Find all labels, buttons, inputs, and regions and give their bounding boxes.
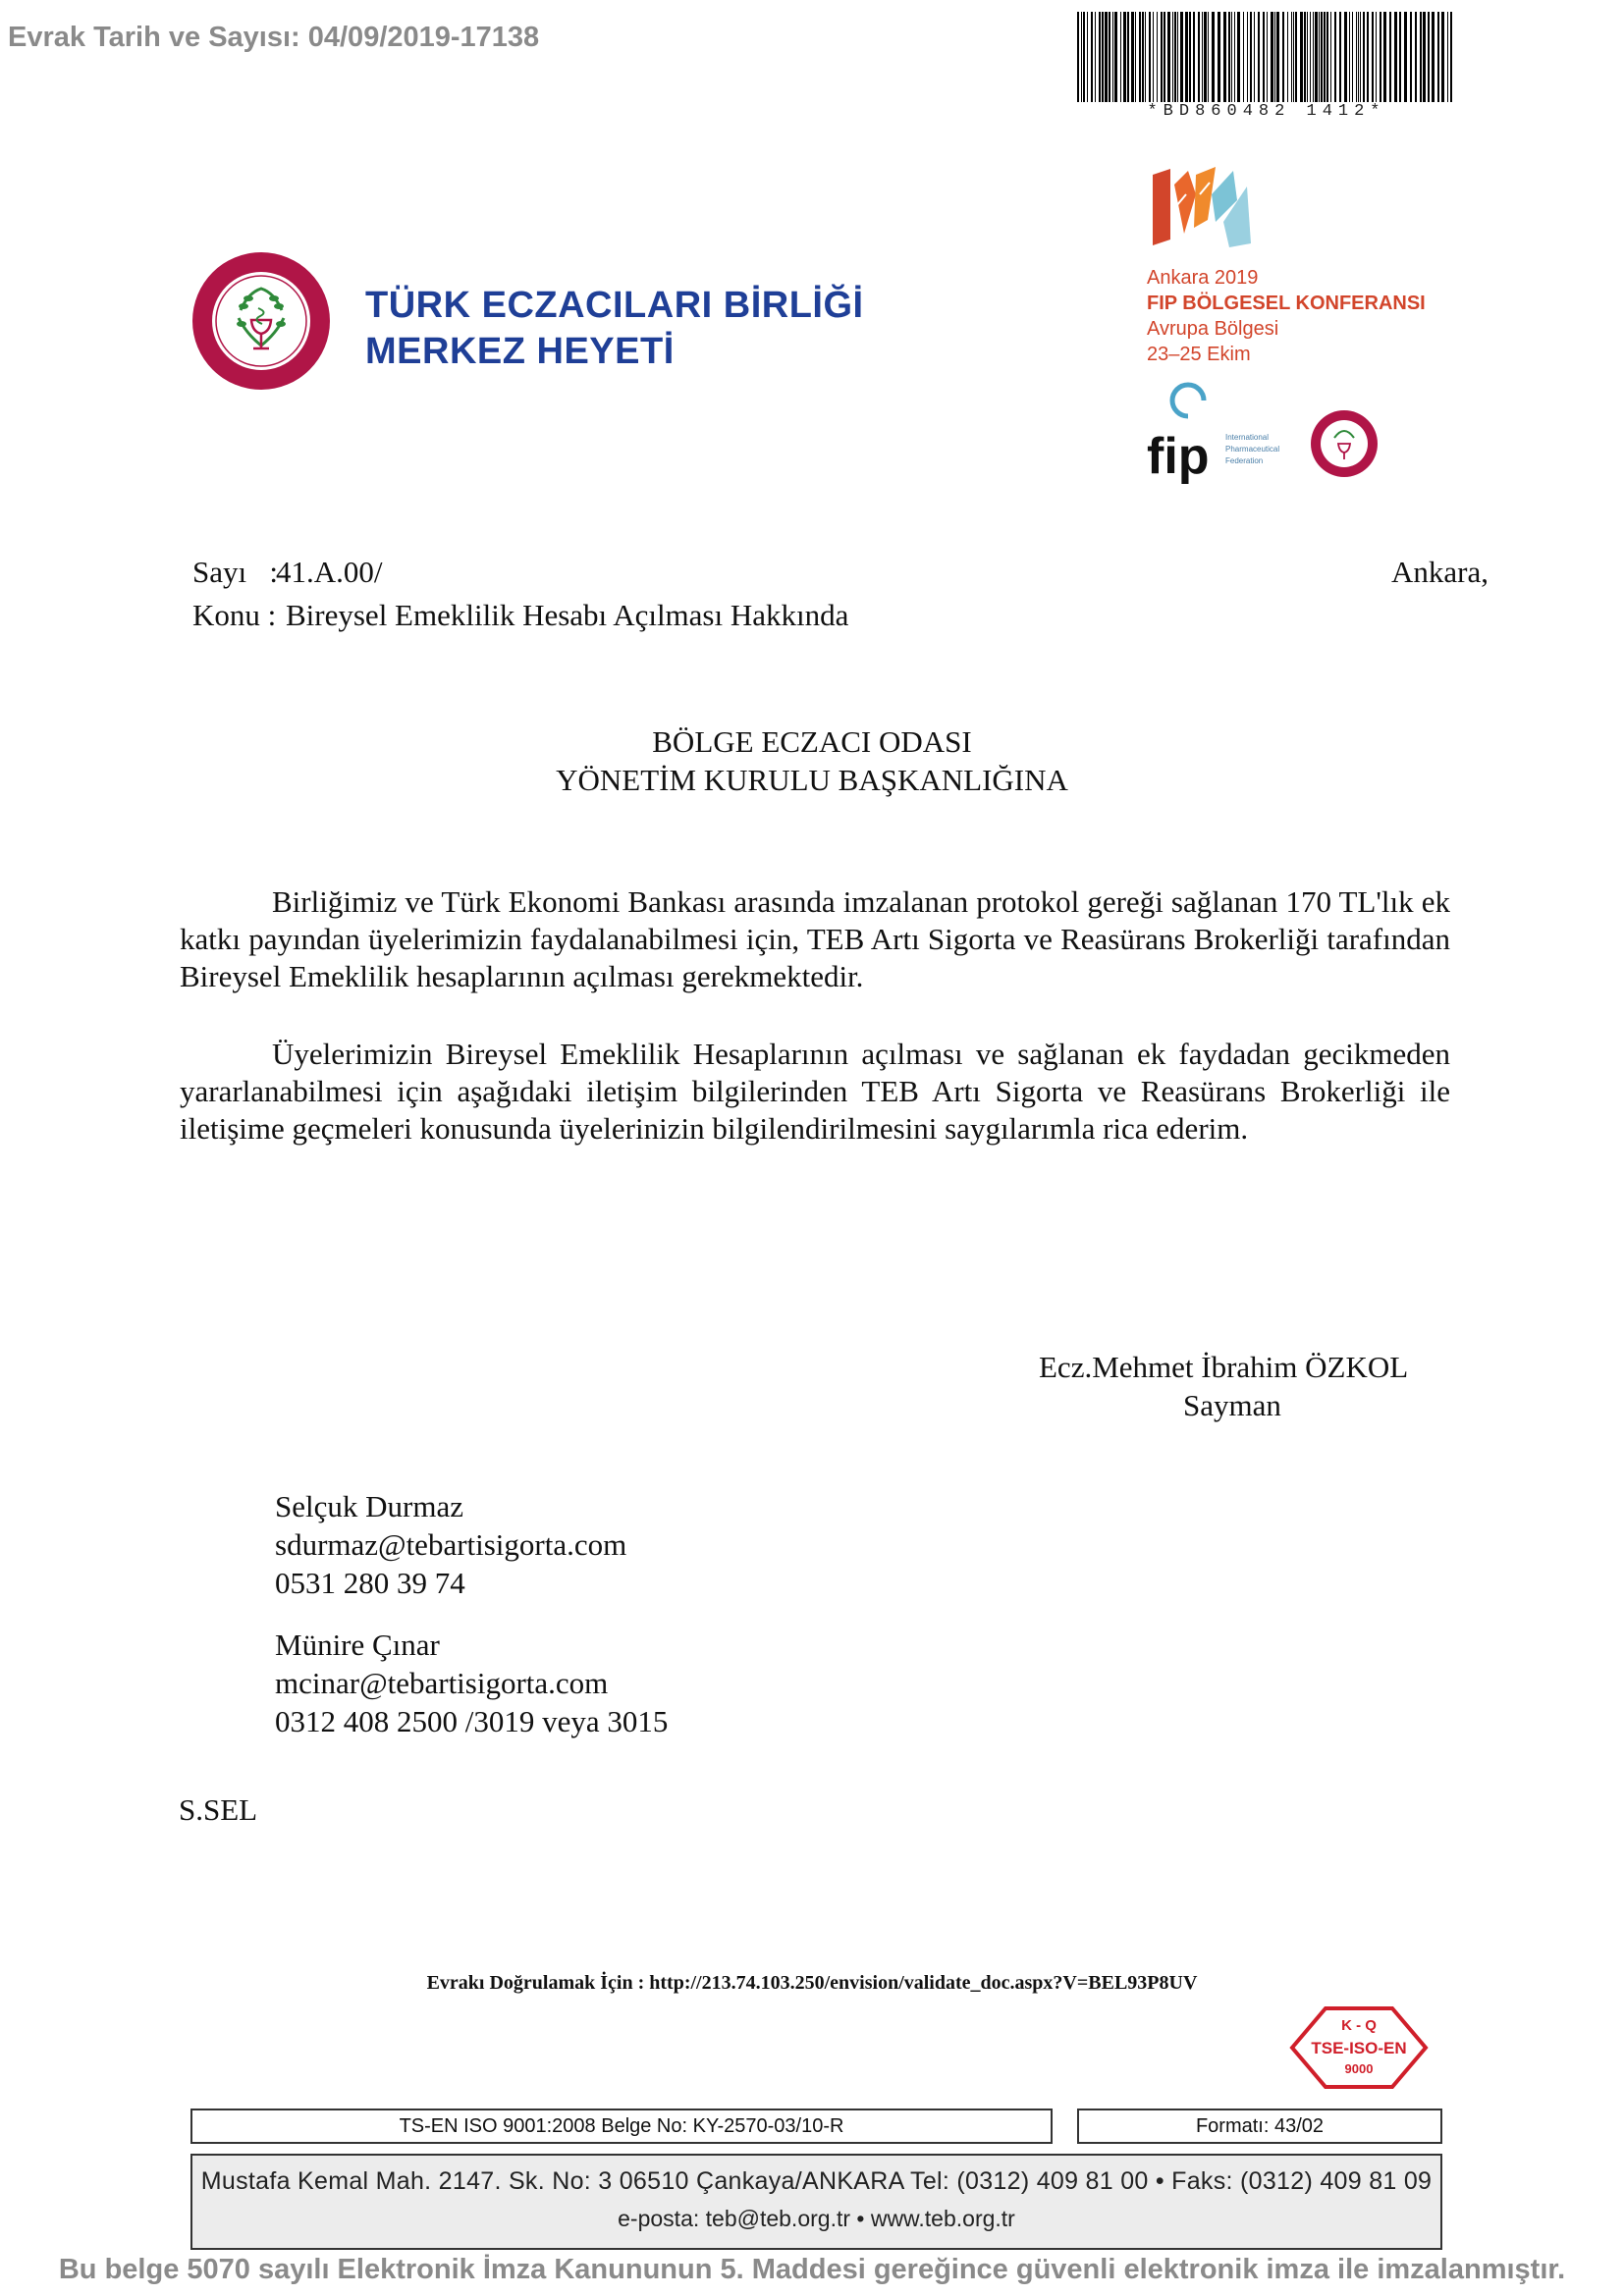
tse-stamp-number: 9000: [1344, 2061, 1374, 2076]
barcode-bar: [1237, 12, 1240, 102]
barcode-bar: [1091, 12, 1093, 102]
barcode-bar: [1372, 12, 1374, 102]
barcode-bar: [1135, 12, 1136, 102]
preparer-initials: S.SEL: [179, 1792, 258, 1827]
barcode-bar: [1198, 12, 1200, 102]
barcode-bar: [1319, 12, 1320, 102]
barcode-bar: [1243, 12, 1244, 102]
barcode-bar: [1437, 12, 1439, 102]
conference-dates: 23–25 Ekim: [1147, 344, 1251, 365]
conference-title: FIP BÖLGESEL KONFERANSI: [1147, 293, 1426, 314]
org-address: Mustafa Kemal Mah. 2147. Sk. No: 3 06510 Çankaya/ANKARA Tel: (0312) 409 81 00 • Faks: (0312) 409 81 09: [200, 2167, 1433, 2195]
conference-info: [1147, 265, 1426, 367]
barcode-bar: [1180, 12, 1183, 102]
barcode-bar: [1380, 12, 1381, 102]
barcode-bar: [1383, 12, 1386, 102]
body-paragraph-1: [180, 883, 1450, 995]
fip-subtitle-3: Federation: [1225, 456, 1264, 465]
conference-region: Avrupa Bölgesi: [1147, 318, 1279, 340]
barcode-bar: [1161, 12, 1163, 102]
number-label: Sayı :: [192, 555, 278, 589]
document-date-number: Evrak Tarih ve Sayısı: 04/09/2019-17138: [8, 22, 540, 53]
barcode-text: *BD860482 1412*: [1147, 102, 1386, 121]
barcode-bar: [1254, 12, 1255, 102]
barcode-bar: [1109, 12, 1110, 102]
barcode-bar: [1310, 12, 1311, 102]
barcode-bar: [1218, 12, 1220, 102]
barcode-bar: [1394, 12, 1397, 102]
teb-seal-logo: [189, 249, 333, 393]
barcode-bar: [1083, 12, 1085, 102]
body-paragraph-2: [180, 1036, 1450, 1148]
barcode-bar: [1172, 12, 1173, 102]
barcode-bar: [1204, 12, 1207, 102]
verification-line: Evrakı Doğrulamak İçin : http://213.74.103.250/envision/validate_doc.aspx?V=BEL93P8UV: [426, 1972, 1198, 1994]
barcode-bar: [1250, 12, 1252, 102]
barcode-bar: [1127, 12, 1129, 102]
barcode-bar: [1105, 12, 1108, 102]
contact-name: Selçuk Durmaz: [275, 1489, 463, 1523]
barcode-bar: [1307, 12, 1308, 102]
place-label: Ankara,: [1391, 555, 1489, 589]
barcode-bar: [1428, 12, 1430, 102]
address-box: [190, 2154, 1442, 2250]
barcode-bar: [1363, 12, 1365, 102]
barcode-bar: [1208, 12, 1209, 102]
barcode-bar: [1267, 12, 1268, 102]
barcode-bar: [1295, 12, 1297, 102]
barcode-bar: [1202, 12, 1203, 102]
barcode-bar: [1212, 12, 1215, 102]
barcode-bar: [1177, 12, 1178, 102]
barcode-bar: [1247, 12, 1248, 102]
fip-wordmark: fip: [1147, 428, 1210, 485]
barcode-bar: [1123, 12, 1126, 102]
org-contact: e-posta: teb@teb.org.tr • www.teb.org.tr: [618, 2206, 1015, 2231]
barcode-bar: [1081, 12, 1082, 102]
barcode-bar: [1223, 12, 1226, 102]
conference-year: Ankara 2019: [1147, 267, 1259, 289]
barcode-bar: [1145, 12, 1146, 102]
fip-subtitle-2: Pharmaceutical: [1225, 445, 1280, 454]
barcode-bar: [1304, 12, 1306, 102]
barcode-bar: [1360, 12, 1361, 102]
contact-block-1: [275, 1487, 626, 1602]
barcode-bar: [1112, 12, 1113, 102]
contact-email: mcinar@tebartisigorta.com: [275, 1666, 609, 1700]
barcode-bar: [1193, 12, 1195, 102]
barcode-bar: [1114, 12, 1117, 102]
barcode-bar: [1367, 12, 1369, 102]
barcode-bar: [1349, 12, 1350, 102]
barcode-bar: [1077, 12, 1079, 102]
addressee-line-1: BÖLGE ECZACI ODASI: [652, 724, 972, 759]
barcode-bar: [1234, 12, 1235, 102]
conference-book-icon: [1147, 165, 1257, 249]
contact-name: Münire Çınar: [275, 1628, 440, 1662]
barcode-bar: [1131, 12, 1134, 102]
barcode-bar: [1276, 12, 1279, 102]
paragraph-2-text: Üyelerimizin Bireysel Emeklilik Hesaplarının açılması ve sağlanan ek faydadan gecikmeden yararlanabilmesi için aşağıdaki iletişim bilgilerinden TEB Artı Sigorta ve Reasürans Brokerliği ile iletişime geçmeleri konusunda üyelerinizin bilgilendirilmesini saygılarımla rica ederim.: [180, 1037, 1450, 1146]
addressee-line-2: YÖNETİM KURULU BAŞKANLIĞINA: [556, 763, 1068, 797]
barcode-bar: [1447, 12, 1448, 102]
barcode-bar: [1432, 12, 1435, 102]
barcode-bar: [1174, 12, 1176, 102]
barcode-bar: [1271, 12, 1273, 102]
barcode-bar: [1356, 12, 1357, 102]
barcode-bar: [1228, 12, 1230, 102]
contact-phone: 0531 280 39 74: [275, 1566, 465, 1600]
tse-stamp-kq: K - Q: [1341, 2017, 1377, 2034]
barcode-bar: [1102, 12, 1104, 102]
barcode-bar: [1344, 12, 1347, 102]
barcode-bar: [1258, 12, 1260, 102]
barcode-bar: [1157, 12, 1158, 102]
barcode-bar: [1415, 12, 1417, 102]
barcode-bar: [1321, 12, 1323, 102]
barcode-bar: [1420, 12, 1422, 102]
barcode-bar: [1293, 12, 1294, 102]
barcode-bar: [1185, 12, 1188, 102]
barcode-bar: [1099, 12, 1101, 102]
barcode-bar: [1352, 12, 1353, 102]
contact-email: sdurmaz@tebartisigorta.com: [275, 1527, 627, 1562]
tse-quality-stamp: [1286, 2002, 1432, 2093]
certificate-box: TS-EN ISO 9001:2008 Belge No: KY-2570-03/10-R: [190, 2109, 1053, 2144]
barcode-bar: [1120, 12, 1121, 102]
barcode-bar: [1149, 12, 1151, 102]
barcode-bar: [1153, 12, 1154, 102]
contact-block-2: [275, 1626, 668, 1740]
number-value: 41.A.00/: [276, 555, 383, 589]
format-box: Formatı: 43/02: [1077, 2109, 1442, 2144]
barcode-bar: [1189, 12, 1191, 102]
signatory-title: Sayman: [1183, 1388, 1281, 1422]
paragraph-1-text: Birliğimiz ve Türk Ekonomi Bankası arasında imzalanan protokol gereği sağlanan 170 TL'lık ek katkı payından üyelerimizin faydalanabilmesi için, TEB Artı Sigorta ve Reasürans Brokerliği tarafından Bireysel Emeklilik hesaplarının açılması gerekmektedir.: [180, 884, 1450, 993]
barcode-bar: [1376, 12, 1377, 102]
barcode-bar: [1326, 12, 1328, 102]
tse-stamp-name: TSE-ISO-EN: [1311, 2039, 1407, 2057]
barcode-bar: [1142, 12, 1144, 102]
barcode-bar: [1274, 12, 1275, 102]
barcode-bar: [1287, 12, 1288, 102]
barcode-bar: [1330, 12, 1331, 102]
barcode-bar: [1282, 12, 1284, 102]
teb-small-seal-logo: [1309, 408, 1380, 479]
barcode-bar: [1423, 12, 1426, 102]
barcode-bar: [1339, 12, 1341, 102]
barcode-bar: [1139, 12, 1141, 102]
barcode-bar: [1231, 12, 1232, 102]
barcode-bar: [1263, 12, 1265, 102]
fip-subtitle-1: International: [1225, 433, 1270, 442]
barcode-bar: [1450, 12, 1452, 102]
barcode-bar: [1358, 12, 1359, 102]
contact-phone: 0312 408 2500 /3019 veya 3015: [275, 1704, 669, 1738]
barcode-bar: [1300, 12, 1303, 102]
fip-logo: [1145, 397, 1280, 491]
subject-label: Konu :: [192, 598, 277, 632]
barcode-bar: [1095, 12, 1096, 102]
barcode-bar: [1164, 12, 1165, 102]
barcode-bar: [1313, 12, 1314, 102]
signatory-name: Ecz.Mehmet İbrahim ÖZKOL: [1039, 1350, 1409, 1384]
barcode: [1077, 12, 1456, 102]
barcode-bar: [1167, 12, 1170, 102]
subject-value: Bireysel Emeklilik Hesabı Açılması Hakkında: [286, 598, 849, 632]
barcode-bar: [1399, 12, 1401, 102]
barcode-bar: [1334, 12, 1336, 102]
e-signature-note: Bu belge 5070 sayılı Elektronik İmza Kanununun 5. Maddesi gereğince güvenli elektronik imza ile imzalanmıştır.: [58, 2254, 1566, 2285]
barcode-bar: [1291, 12, 1292, 102]
barcode-bar: [1087, 12, 1088, 102]
barcode-bar: [1410, 12, 1412, 102]
org-name: TÜRK ECZACILARI BİRLİĞİ: [365, 285, 864, 326]
barcode-bar: [1404, 12, 1407, 102]
barcode-bar: [1315, 12, 1318, 102]
org-unit: MERKEZ HEYETİ: [365, 331, 675, 372]
barcode-bar: [1389, 12, 1391, 102]
barcode-bar: [1324, 12, 1326, 102]
barcode-bar: [1441, 12, 1444, 102]
